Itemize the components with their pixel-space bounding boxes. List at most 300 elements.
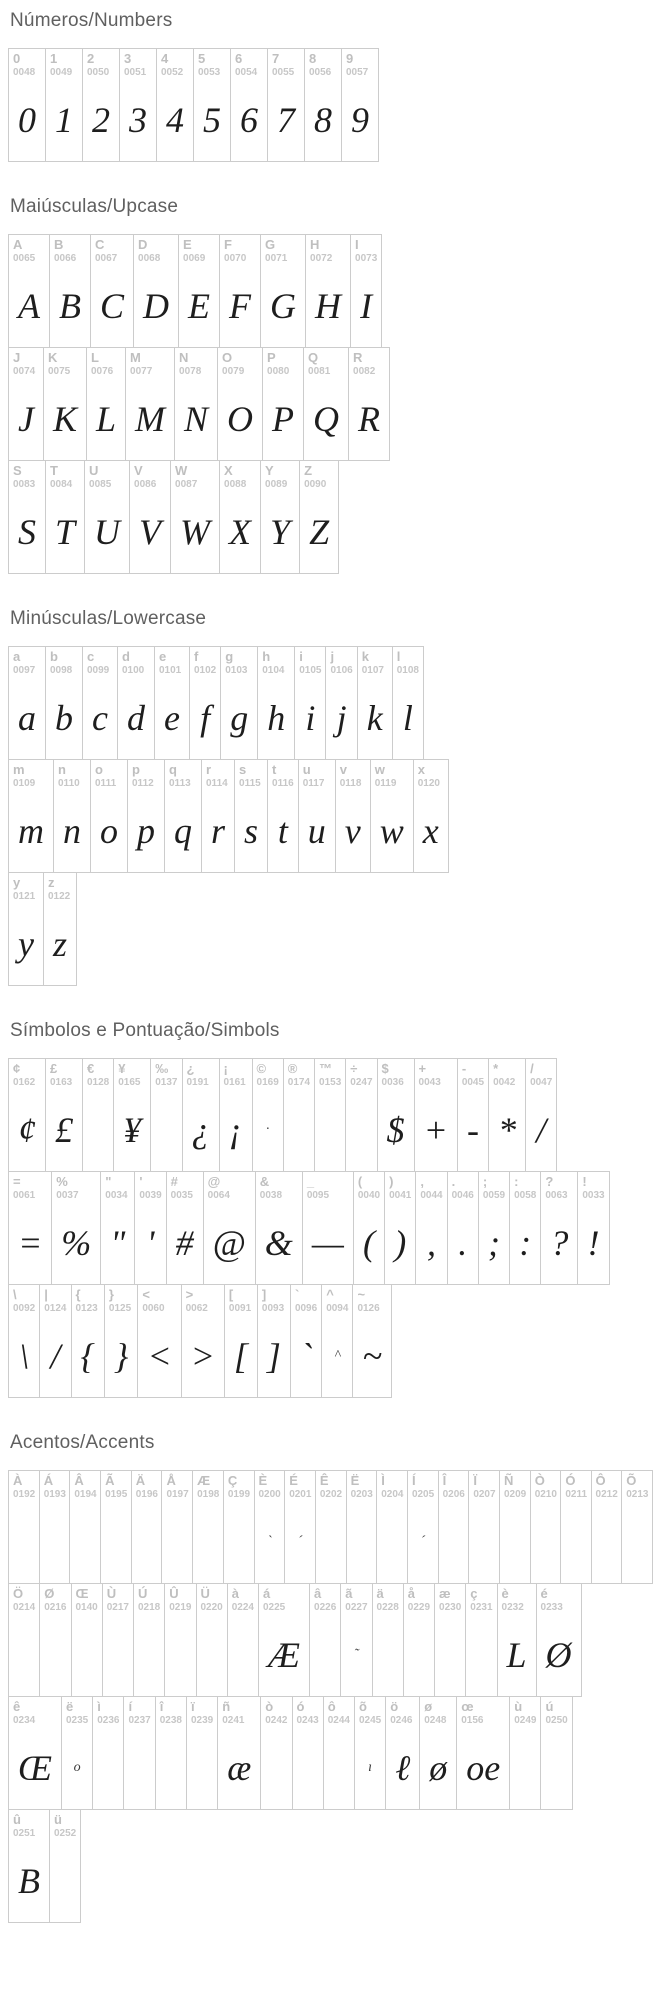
cell-char-label: # — [170, 1174, 178, 1189]
glyph-cell — [8, 1809, 50, 1923]
glyph-cell — [8, 1058, 46, 1172]
cell-glyph — [40, 1613, 70, 1696]
glyph-cell — [45, 1058, 83, 1172]
cell-char-label: Ò — [534, 1473, 545, 1488]
glyph-cell — [164, 759, 202, 873]
cell-char-label: b — [50, 649, 58, 664]
cell-glyph: & — [264, 1222, 293, 1263]
cell-char-label: û — [13, 1812, 21, 1827]
cell-char-label: s — [239, 762, 247, 777]
cell-header — [9, 1697, 61, 1726]
glyph-cell — [414, 1058, 458, 1172]
cell-code-label: 0074 — [13, 365, 36, 377]
cell-code-label: 0231 — [470, 1601, 493, 1613]
cell-glyph: ! — [587, 1222, 600, 1263]
cell-char-label: < — [142, 1287, 150, 1302]
glyph-cell — [497, 1583, 537, 1697]
cell-header — [162, 1471, 192, 1500]
cell-glyph: ˜ — [354, 1646, 359, 1662]
cell-code-label: 0087 — [175, 478, 198, 490]
cell-header — [310, 1584, 340, 1613]
cell-header — [87, 348, 125, 377]
cell-char-label: î — [159, 1699, 164, 1714]
cell-code-label: 0115 — [239, 777, 261, 789]
cell-header — [138, 1285, 180, 1314]
cell-char-label: ] — [261, 1287, 267, 1302]
cell-code-label: 0211 — [565, 1488, 588, 1500]
glyph-cell — [309, 1583, 341, 1697]
cell-header — [167, 1172, 203, 1201]
glyph-cell — [43, 872, 77, 986]
cell-glyph: X — [229, 511, 252, 552]
cell-header — [101, 1172, 134, 1201]
glyph-cell — [82, 1058, 114, 1172]
cell-glyph: U — [94, 511, 121, 552]
cell-code-label: 0163 — [50, 1076, 73, 1088]
cell-char-label: Ñ — [504, 1473, 514, 1488]
cell-glyph — [435, 1613, 465, 1696]
cell-code-label: 0049 — [50, 66, 73, 78]
cell-code-label: 0112 — [132, 777, 154, 789]
cell-glyph: G — [270, 285, 297, 326]
cell-code-label: 0052 — [161, 66, 184, 78]
glyph-cell — [354, 1696, 386, 1810]
cell-glyph — [50, 1839, 80, 1922]
glyph-cell — [540, 1696, 572, 1810]
glyph-cell — [384, 1171, 416, 1285]
cell-char-label: U — [89, 463, 99, 478]
cell-char-label: + — [418, 1061, 427, 1076]
cell-code-label: 0123 — [75, 1302, 98, 1314]
cell-glyph — [592, 1500, 622, 1583]
cell-header — [83, 647, 117, 676]
cell-char-label: X — [224, 463, 233, 478]
glyph-cell — [370, 759, 414, 873]
glyph-cell — [335, 759, 371, 873]
cell-glyph: V — [139, 511, 162, 552]
glyph-cell — [39, 1583, 71, 1697]
cell-header — [165, 1584, 195, 1613]
glyph-cell — [8, 48, 46, 162]
cell-glyph: 3 — [129, 99, 147, 140]
cell-char-label: 9 — [346, 51, 354, 66]
cell-header — [9, 647, 45, 676]
cell-char-label: H — [310, 237, 320, 252]
cell-header — [346, 1059, 376, 1088]
cell-char-label: S — [13, 463, 22, 478]
glyph-cell — [203, 1171, 256, 1285]
glyph-cell — [8, 1470, 40, 1584]
cell-code-label: 0241 — [222, 1714, 245, 1726]
cell-glyph: u — [307, 810, 326, 851]
cell-header — [46, 647, 82, 676]
glyph-cell — [8, 872, 44, 986]
cell-char-label: N — [179, 350, 189, 365]
cell-glyph: L — [96, 398, 117, 439]
cell-header — [62, 1697, 92, 1726]
glyph-table-row — [8, 1058, 653, 1172]
cell-header — [9, 1810, 49, 1839]
cell-code-label: 0048 — [13, 66, 36, 78]
glyph-cell — [255, 1171, 303, 1285]
cell-header — [479, 1172, 509, 1201]
cell-code-label: 0088 — [224, 478, 247, 490]
glyph-cell — [174, 347, 218, 461]
cell-glyph — [156, 1726, 186, 1809]
cell-char-label: Ã — [105, 1473, 115, 1488]
cell-code-label: 0069 — [183, 252, 206, 264]
cell-char-label: ¡ — [223, 1061, 228, 1076]
glyph-table-row — [8, 759, 653, 873]
cell-char-label: t — [272, 762, 277, 777]
cell-glyph: @ — [212, 1222, 246, 1263]
cell-char-label: ñ — [222, 1699, 231, 1714]
cell-char-label: / — [530, 1061, 534, 1076]
glyph-cell — [267, 48, 305, 162]
glyph-cell — [302, 1171, 354, 1285]
cell-glyph — [541, 1726, 571, 1809]
cell-header — [351, 235, 381, 264]
glyph-cell — [217, 1696, 261, 1810]
cell-code-label: 0245 — [359, 1714, 382, 1726]
cell-glyph — [510, 1726, 540, 1809]
cell-glyph: ¢ — [18, 1109, 36, 1150]
cell-glyph: 8 — [314, 99, 332, 140]
cell-code-label: 0091 — [228, 1302, 252, 1314]
cell-code-label: 0045 — [461, 1076, 485, 1088]
cell-char-label: 3 — [124, 51, 132, 66]
glyph-cell — [254, 1470, 286, 1584]
glyph-cell — [305, 234, 351, 348]
cell-header — [9, 1285, 39, 1314]
cell-header — [469, 1471, 499, 1500]
cell-header — [9, 1059, 45, 1088]
cell-header — [258, 647, 294, 676]
cell-glyph — [70, 1500, 100, 1583]
cell-char-label: B — [54, 237, 64, 252]
glyph-cell — [154, 646, 190, 760]
cell-glyph: r — [211, 810, 226, 851]
cell-glyph: ı — [368, 1759, 373, 1775]
cell-glyph — [284, 1088, 314, 1171]
glyph-table-row — [8, 347, 653, 461]
glyph-cell — [434, 1583, 466, 1697]
cell-header — [385, 1172, 415, 1201]
cell-glyph: L — [506, 1634, 527, 1675]
cell-glyph — [124, 1726, 154, 1809]
cell-header — [322, 1285, 352, 1314]
cell-code-label: 0233 — [540, 1601, 563, 1613]
cell-header — [183, 1059, 219, 1088]
glyph-cell — [290, 1284, 322, 1398]
glyph-cell — [262, 347, 304, 461]
glyph-cell — [346, 1470, 378, 1584]
cell-char-label: Ê — [319, 1473, 329, 1488]
glyph-cell — [340, 1583, 372, 1697]
cell-code-label: 0035 — [170, 1189, 193, 1201]
cell-code-label: 0191 — [186, 1076, 209, 1088]
cell-code-label: 0251 — [13, 1827, 36, 1839]
cell-char-label: W — [175, 463, 188, 478]
cell-header — [187, 1697, 217, 1726]
glyph-cell — [348, 347, 390, 461]
glyph-cell — [8, 347, 44, 461]
cell-glyph: 4 — [166, 99, 184, 140]
cell-code-label: 0246 — [390, 1714, 413, 1726]
cell-header — [304, 348, 348, 377]
glyph-cell — [468, 1470, 500, 1584]
cell-char-label: \ — [13, 1287, 17, 1302]
cell-glyph: o — [73, 1759, 81, 1775]
cell-code-label: 0099 — [87, 664, 110, 676]
glyph-cell — [133, 234, 179, 348]
glyph-cell — [82, 646, 118, 760]
cell-header — [221, 647, 257, 676]
glyph-table-row — [8, 48, 653, 162]
cell-glyph — [9, 1613, 39, 1696]
cell-code-label: 0218 — [138, 1601, 161, 1613]
cell-header — [435, 1584, 465, 1613]
glyph-cell — [219, 460, 261, 574]
cell-char-label: â — [314, 1586, 322, 1601]
cell-code-label: 0156 — [461, 1714, 484, 1726]
cell-char-label: 8 — [309, 51, 317, 66]
cell-code-label: 0239 — [190, 1714, 214, 1726]
cell-char-label: r — [206, 762, 212, 777]
cell-code-label: 0236 — [97, 1714, 120, 1726]
cell-char-label: i — [299, 649, 303, 664]
cell-glyph: 1 — [55, 99, 73, 140]
cell-char-label: £ — [50, 1061, 58, 1076]
cell-glyph: R — [358, 398, 381, 439]
glyph-cell — [166, 1171, 204, 1285]
glyph-cell — [267, 759, 299, 873]
cell-char-label: Æ — [197, 1473, 211, 1488]
cell-code-label: 0039 — [139, 1189, 162, 1201]
cell-code-label: 0042 — [493, 1076, 516, 1088]
cell-glyph: Æ — [268, 1634, 301, 1675]
cell-char-label: x — [417, 762, 425, 777]
cell-char-label: Ö — [13, 1586, 24, 1601]
cell-header — [40, 1584, 70, 1613]
cell-char-label: F — [224, 237, 232, 252]
cell-header — [9, 1584, 39, 1613]
cell-header — [253, 1059, 283, 1088]
cell-glyph — [228, 1613, 258, 1696]
glyph-cell — [117, 646, 155, 760]
glyph-cell — [478, 1171, 510, 1285]
glyph-cell — [182, 1058, 220, 1172]
cell-glyph: } — [113, 1335, 129, 1376]
cell-header — [46, 49, 82, 78]
cell-header — [414, 760, 448, 789]
cell-code-label: 0036 — [381, 1076, 404, 1088]
glyph-cell — [45, 646, 83, 760]
cell-char-label: O — [222, 350, 233, 365]
cell-header — [378, 1059, 414, 1088]
cell-char-label: Í — [411, 1473, 416, 1488]
cell-char-label: d — [121, 649, 130, 664]
cell-char-label: ó — [296, 1699, 305, 1714]
cell-glyph: ' — [146, 1222, 155, 1263]
cell-code-label: 0038 — [259, 1189, 283, 1201]
cell-char-label: * — [493, 1061, 499, 1076]
cell-glyph: o — [100, 810, 118, 851]
cell-header — [326, 647, 356, 676]
cell-char-label: ë — [65, 1699, 74, 1714]
glyph-cell — [170, 460, 220, 574]
cell-glyph: ℓ — [395, 1747, 411, 1788]
glyph-cell — [201, 759, 235, 873]
cell-char-label: ( — [357, 1174, 363, 1189]
glyph-table-row — [8, 1470, 653, 1584]
cell-code-label: 0244 — [327, 1714, 350, 1726]
cell-code-label: 0058 — [514, 1189, 537, 1201]
cell-code-label: 0081 — [308, 365, 331, 377]
cell-glyph: t — [277, 810, 288, 851]
cell-header — [299, 760, 335, 789]
cell-glyph: Y — [270, 511, 291, 552]
glyph-cell — [90, 234, 134, 348]
cell-header — [415, 1059, 457, 1088]
cell-char-label: ú — [545, 1699, 554, 1714]
cell-header — [578, 1172, 608, 1201]
glyph-cell — [392, 646, 424, 760]
cell-header — [218, 1697, 260, 1726]
cell-glyph — [101, 1500, 131, 1583]
cell-char-label: ) — [389, 1174, 394, 1189]
glyph-cell — [43, 347, 87, 461]
cell-code-label: 0113 — [169, 777, 191, 789]
glyph-cell — [119, 48, 157, 162]
glyph-cell — [260, 1696, 292, 1810]
cell-glyph: ` — [267, 1533, 272, 1549]
cell-header — [134, 235, 178, 264]
cell-glyph — [261, 1726, 291, 1809]
cell-code-label: 0037 — [56, 1189, 79, 1201]
glyph-cell — [113, 1058, 151, 1172]
cell-header — [268, 49, 304, 78]
cell-glyph: E — [188, 285, 211, 326]
cell-glyph: O — [227, 398, 254, 439]
cell-char-label: A — [13, 237, 23, 252]
glyph-cell — [456, 1696, 510, 1810]
cell-char-label: Ì — [381, 1473, 385, 1488]
cell-glyph — [316, 1500, 346, 1583]
cell-char-label: y — [13, 875, 21, 890]
cell-header — [132, 1471, 162, 1500]
glyph-cell — [407, 1470, 439, 1584]
cell-glyph: 7 — [277, 99, 295, 140]
cell-glyph: N — [184, 398, 209, 439]
cell-code-label: 0227 — [345, 1601, 368, 1613]
cell-header — [228, 1584, 258, 1613]
cell-header — [9, 49, 45, 78]
cell-header — [373, 1584, 403, 1613]
cell-header — [258, 1285, 290, 1314]
cell-code-label: 0213 — [626, 1488, 649, 1500]
cell-char-label: g — [225, 649, 234, 664]
cell-header — [44, 348, 86, 377]
glyph-cell — [189, 646, 221, 760]
glyph-cell — [86, 347, 126, 461]
cell-code-label: 0226 — [314, 1601, 337, 1613]
cell-char-label: { — [75, 1287, 81, 1302]
cell-glyph: ´ — [297, 1533, 303, 1549]
glyph-cell — [260, 234, 306, 348]
glyph-cell — [223, 1470, 255, 1584]
glyph-cell — [53, 759, 91, 873]
cell-glyph: Ø — [545, 1634, 572, 1675]
cell-glyph: ø — [429, 1747, 448, 1788]
cell-code-label: 0195 — [105, 1488, 128, 1500]
glyph-cell — [123, 1696, 155, 1810]
cell-header — [220, 235, 260, 264]
cell-glyph — [162, 1500, 192, 1583]
cell-code-label: 0076 — [91, 365, 114, 377]
cell-header — [202, 760, 234, 789]
cell-header — [194, 49, 230, 78]
glyph-cell — [155, 1696, 187, 1810]
cell-header — [220, 1059, 252, 1088]
cell-code-label: 0072 — [310, 252, 333, 264]
cell-glyph: : — [519, 1222, 532, 1263]
cell-glyph: $ — [386, 1109, 405, 1150]
glyph-cell — [260, 460, 300, 574]
cell-glyph: q — [174, 810, 192, 851]
cell-header — [9, 348, 43, 377]
cell-char-label: q — [169, 762, 177, 777]
cell-code-label: 0092 — [13, 1302, 36, 1314]
cell-header — [157, 49, 193, 78]
glyph-cell — [299, 460, 339, 574]
glyph-cell — [621, 1470, 653, 1584]
glyph-cell — [530, 1470, 562, 1584]
cell-code-label: 0203 — [350, 1488, 373, 1500]
cell-code-label: 0051 — [124, 66, 147, 78]
cell-char-label: ò — [265, 1699, 274, 1714]
cell-glyph: T — [55, 511, 76, 552]
cell-char-label: œ — [461, 1699, 474, 1714]
cell-header — [128, 760, 164, 789]
cell-glyph: W — [180, 511, 211, 552]
glyph-cell — [591, 1470, 623, 1584]
cell-glyph: ` — [300, 1335, 313, 1376]
cell-code-label: 0101 — [158, 664, 182, 676]
cell-header — [355, 1697, 385, 1726]
section — [8, 10, 653, 162]
glyph-table-row — [8, 1171, 653, 1285]
cell-glyph: ¿ — [191, 1109, 210, 1150]
cell-code-label: 0047 — [530, 1076, 553, 1088]
cell-char-label: I — [355, 237, 359, 252]
glyph-cell — [150, 1058, 182, 1172]
cell-glyph: £ — [55, 1109, 73, 1150]
cell-char-label: n — [58, 762, 66, 777]
glyph-cell — [8, 234, 50, 348]
cell-code-label: 0126 — [357, 1302, 380, 1314]
cell-header — [358, 647, 392, 676]
glyph-cell — [134, 1171, 166, 1285]
cell-code-label: 0235 — [65, 1714, 89, 1726]
cell-glyph: c — [92, 697, 108, 738]
cell-glyph: P — [272, 398, 295, 439]
cell-code-label: 0094 — [326, 1302, 349, 1314]
section — [8, 1432, 653, 1923]
cell-char-label: © — [256, 1061, 267, 1076]
cell-code-label: 0044 — [420, 1189, 443, 1201]
cell-code-label: 0034 — [105, 1189, 128, 1201]
